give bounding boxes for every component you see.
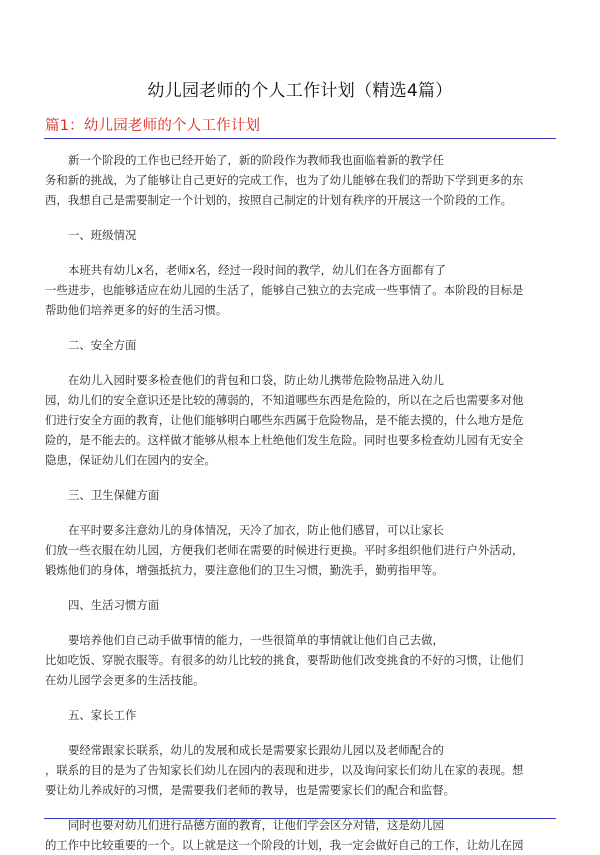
- text-line: 园，幼儿们的安全意识还是比较的薄弱的，不知道哪些东西是危险的，所以在之后也需要多对他: [45, 393, 524, 407]
- document-title: 幼儿园老师的个人工作计划（精选4篇）: [147, 81, 453, 101]
- text-line: 们进行安全方面的教育，让他们能够明白哪些东西属于危险物品，是不能去摸的，什么地方是危: [45, 413, 524, 427]
- section-heading-hygiene: 三、卫生保健方面: [68, 488, 160, 502]
- text-line: 一些进步，也能够适应在幼儿园的生活了，能够自己独立的去完成一些事情了。本阶段的目标是: [45, 283, 524, 297]
- text-line: 新一个阶段的工作也已经开始了，新的阶段作为教师我也面临着新的教学任: [68, 153, 444, 167]
- text-line: 在幼儿园学会更多的生活技能。: [45, 673, 205, 687]
- section-paragraph-hygiene: [45, 520, 555, 580]
- footer-divider: [44, 818, 556, 819]
- text-line: 的工作中比较重要的一个。以上就是这一个阶段的计划，我一定会做好自己的工作，让幼儿在园: [45, 838, 524, 852]
- text-line: 锻炼他们的身体，增强抵抗力，要注意他们的卫生习惯，勤洗手，勤剪指甲等。: [45, 563, 444, 577]
- text-line: 务和新的挑战，为了能够让自己更好的完成工作，也为了幼儿能够在我们的帮助下学到更多的东: [45, 173, 524, 187]
- text-line: 同时也要对幼儿们进行品德方面的教育，让他们学会区分对错，这是幼儿园: [68, 818, 444, 832]
- text-line: 在幼儿入园时要多检查他们的背包和口袋，防止幼儿携带危险物品进入幼儿: [68, 373, 444, 387]
- text-line: 要让幼儿养成好的习惯，是需要我们老师的教导，也是需要家长们的配合和监督。: [45, 783, 456, 797]
- text-line: 帮助他们培养更多的好的生活习惯。: [45, 303, 228, 317]
- text-line: 险的，是不能去的。这样做才能够从根本上杜绝他们发生危险。同时也要多检查幼儿园有无安全: [45, 433, 524, 447]
- text-line: 要经常跟家长联系，幼儿的发展和成长是需要家长跟幼儿园以及老师配合的: [68, 743, 444, 757]
- text-line: 西，我想自己是需要制定一个计划的，按照自己制定的计划有秩序的开展这一个阶段的工作。: [45, 193, 513, 207]
- text-line: 隐患，保证幼儿们在园内的安全。: [45, 453, 216, 467]
- section-heading-safety: 二、安全方面: [68, 338, 137, 352]
- chapter-divider: [44, 138, 556, 139]
- intro-paragraph: [45, 150, 555, 210]
- section-paragraph-class-info: [45, 260, 555, 320]
- section-paragraph-habits: [45, 630, 555, 690]
- chapter-heading: 篇1：幼儿园老师的个人工作计划: [45, 118, 261, 134]
- text-line: 本班共有幼儿x名，老师x名，经过一段时间的教学，幼儿们在各方面都有了: [68, 263, 446, 277]
- section-paragraph-safety: [45, 370, 555, 470]
- section-heading-parents: 五、家长工作: [68, 708, 137, 722]
- text-line: 们放一些衣服在幼儿园，方便我们老师在需要的时候进行更换。平时多组织他们进行户外活动，: [45, 543, 524, 557]
- text-line: 要培养他们自己动手做事情的能力，一些很简单的事情就让他们自己去做，: [68, 633, 444, 647]
- text-line: 比如吃饭、穿脱衣服等。有很多的幼儿比较的挑食，要帮助他们改变挑食的不好的习惯，让他们: [45, 653, 524, 667]
- document-body: [45, 148, 555, 855]
- section-heading-class-info: 一、班级情况: [68, 228, 137, 242]
- text-line: ，联系的目的是为了告知家长们幼儿在园内的表现和进步，以及询问家长们幼儿在家的表现。想: [45, 763, 524, 777]
- closing-paragraph: [45, 815, 555, 855]
- section-heading-habits: 四、生活习惯方面: [68, 598, 160, 612]
- section-paragraph-parents: [45, 740, 555, 800]
- text-line: 在平时要多注意幼儿的身体情况，天冷了加衣，防止他们感冒，可以让家长: [68, 523, 444, 537]
